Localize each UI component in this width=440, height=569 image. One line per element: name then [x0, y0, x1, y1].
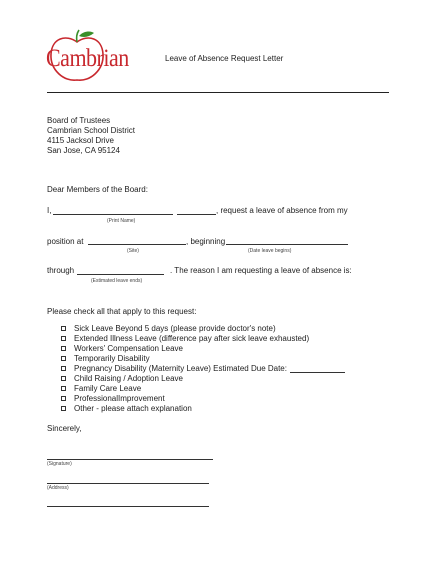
checkbox[interactable]	[61, 386, 66, 391]
option-label: Temporarily Disability	[74, 354, 150, 363]
address-caption: (Address)	[47, 485, 69, 491]
recipient-line: Board of Trustees	[47, 116, 111, 125]
closing: Sincerely,	[47, 424, 82, 433]
checkbox[interactable]	[61, 336, 66, 341]
leave-ends-field[interactable]	[77, 274, 164, 275]
header-rule	[47, 92, 389, 93]
checkbox[interactable]	[61, 376, 66, 381]
print-name-field[interactable]	[53, 214, 173, 215]
through-prefix: through	[47, 266, 75, 275]
option-label: Child Raising / Adoption Leave	[74, 374, 183, 383]
print-name-caption: (Print Name)	[107, 218, 136, 224]
checkbox[interactable]	[61, 396, 66, 401]
i-prefix: I,	[47, 206, 52, 215]
checkbox[interactable]	[61, 366, 66, 371]
checkbox[interactable]	[61, 326, 66, 331]
check-instruction: Please check all that apply to this request:	[47, 307, 197, 316]
leave-ends-caption: (Estimated leave ends)	[91, 278, 143, 284]
document-title: Leave of Absence Request Letter	[165, 54, 284, 63]
date-begins-field[interactable]	[226, 244, 348, 245]
i-suffix: , request a leave of absence from my	[216, 206, 348, 215]
checkbox[interactable]	[61, 356, 66, 361]
address-field-line2[interactable]	[47, 506, 209, 507]
checkbox[interactable]	[61, 406, 66, 411]
beginning-label: , beginning	[186, 237, 226, 246]
date-begins-caption: (Date leave begins)	[248, 248, 292, 254]
signature-caption: (Signature)	[47, 461, 72, 467]
recipient-line: Cambrian School District	[47, 126, 136, 135]
checkbox[interactable]	[61, 346, 66, 351]
position-prefix: position at	[47, 237, 84, 246]
option-label: Pregnancy Disability (Maternity Leave) Estimated Due Date:	[74, 364, 287, 373]
recipient-line: 4115 Jacksol Drive	[47, 136, 114, 145]
print-name-field-extra[interactable]	[177, 214, 216, 215]
logo-text: Cambrian	[46, 42, 129, 72]
reason-text: . The reason I am requesting a leave of absence is:	[170, 266, 352, 275]
recipient-line: San Jose, CA 95124	[47, 146, 120, 155]
option-label: Sick Leave Beyond 5 days (please provide doctor's note)	[74, 324, 276, 333]
due-date-field[interactable]	[290, 372, 345, 373]
option-label: ProfessionalImprovement	[74, 394, 165, 403]
option-label: Other - please attach explanation	[74, 404, 192, 413]
signature-field[interactable]	[47, 459, 213, 460]
site-caption: (Site)	[127, 248, 139, 254]
salutation: Dear Members of the Board:	[47, 185, 148, 194]
address-field[interactable]	[47, 483, 209, 484]
option-label: Extended Illness Leave (difference pay after sick leave exhausted)	[74, 334, 310, 343]
option-label: Family Care Leave	[74, 384, 142, 393]
site-field[interactable]	[88, 244, 186, 245]
option-label: Workers' Compensation Leave	[74, 344, 183, 353]
